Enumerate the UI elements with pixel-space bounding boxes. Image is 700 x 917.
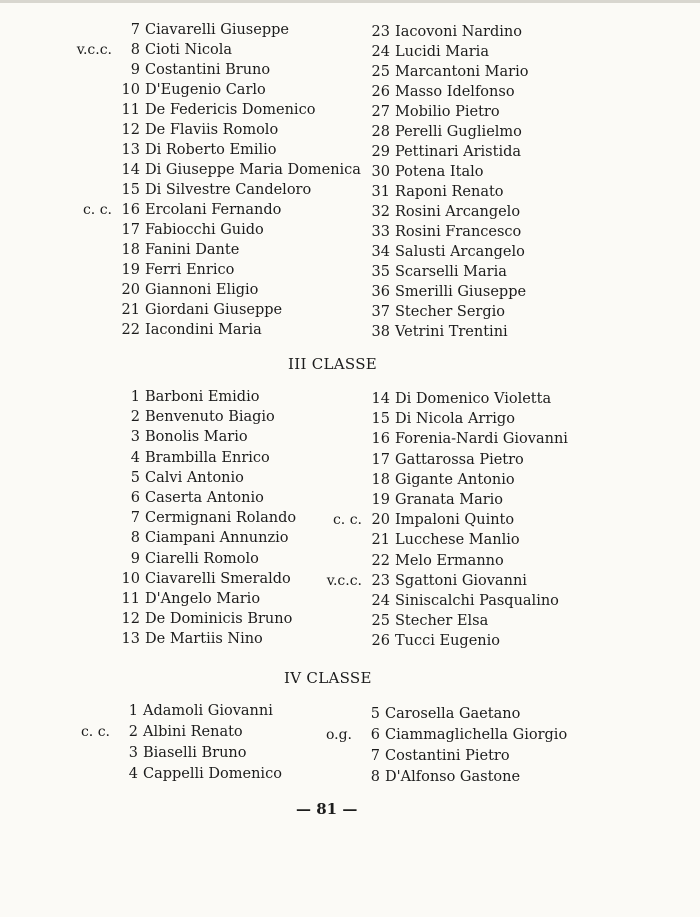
entry-number: 17 [121,222,140,238]
entry-number: 11 [121,102,140,118]
entry-name: De Martiis Nino [145,631,263,648]
entry-number: 28 [371,124,390,140]
list-item [76,40,232,60]
entry-name: Giordani Giuseppe [145,302,283,318]
list-item [366,282,526,302]
entry-name: Cermignani Rolando [145,510,297,527]
list-item [366,470,515,490]
list-item [116,427,248,447]
entry-number: 2 [128,724,138,740]
entry-name: Di Giuseppe Maria Domenica [145,162,361,178]
entry-number: 36 [371,284,390,300]
entry-number: 14 [371,391,390,407]
list-item [366,611,488,631]
list-item [366,591,559,611]
list-item [366,242,525,262]
entry-name: Lucchese Manlio [395,532,520,549]
entry-number: 29 [371,144,390,160]
entry-prefix: c. c. [80,724,110,740]
list-item [116,100,315,120]
entry-number: 1 [130,389,140,405]
entry-name: Giannoni Eligio [145,282,259,298]
list-item [366,62,528,82]
list-item [114,743,246,763]
entry-number: 25 [371,64,390,80]
list-item [116,448,270,468]
entry-name: Albini Renato [143,724,243,740]
list-item [366,389,551,409]
entry-name: Calvi Antonio [145,469,244,486]
entry-prefix: c. c. [332,512,362,529]
entry-name: Costantini Pietro [385,748,510,764]
list-item [366,182,504,202]
entry-name: Di Silvestre Candeloro [145,182,312,198]
entry-name: Ercolani Fernando [145,202,282,218]
entry-number: 24 [371,593,390,609]
list-item [366,122,522,142]
entry-name: Fanini Dante [145,242,240,258]
entry-number: 20 [371,512,390,529]
entry-prefix: c. c. [82,202,112,218]
entry-name: D'Alfonso Gastone [385,769,521,785]
entry-number: 8 [130,42,140,58]
entry-number: 10 [121,82,140,98]
list-item [116,407,275,427]
section-iii-title: III CLASSE [288,355,378,373]
entry-number: 13 [121,142,140,158]
entry-name: Iacondini Maria [145,322,262,338]
entry-name: Granata Mario [395,492,504,508]
page-number: — 81 — [296,800,358,818]
list-item [356,746,510,766]
entry-name: De Dominicis Bruno [145,611,293,628]
list-item [366,202,520,222]
entry-name: Biaselli Bruno [143,745,247,761]
entry-number: 7 [130,22,140,38]
entry-name: Perelli Guglielmo [395,124,522,140]
entry-number: 33 [371,224,390,240]
entry-number: 3 [130,429,140,446]
entry-name: Rosini Arcangelo [395,204,521,220]
entry-number: 27 [371,104,390,120]
list-item [116,549,259,569]
entry-name: D'Angelo Mario [145,591,261,607]
entry-name: Cappelli Domenico [143,766,282,782]
entry-number: 2 [130,409,140,426]
entry-number: 5 [130,469,140,486]
list-item [366,162,483,182]
list-item [356,704,520,724]
entry-number: 23 [371,572,390,589]
entry-number: 11 [121,591,140,607]
list-item [116,488,264,508]
entry-name: Sgattoni Giovanni [395,572,527,589]
entry-number: 7 [130,510,140,527]
entry-name: Mobilio Pietro [395,104,500,120]
entry-name: Barboni Emidio [145,389,260,405]
list-item [325,725,568,745]
entry-name: Carosella Gaetano [385,706,521,722]
list-item [366,490,503,510]
list-item [116,468,244,488]
list-item [366,262,507,282]
entry-name: Potena Italo [395,164,484,180]
list-item [116,180,311,200]
entry-name: Ciarelli Romolo [145,550,259,567]
entry-number: 31 [371,184,390,200]
entry-number: 18 [371,471,390,488]
list-item [366,142,521,162]
entry-name: Fabiocchi Guido [145,222,264,238]
entry-number: 19 [121,262,140,278]
entry-number: 15 [371,411,390,428]
entry-name: Di Nicola Arrigo [395,411,515,428]
entry-number: 6 [370,727,380,743]
entry-name: Caserta Antonio [145,490,264,506]
list-item [116,160,361,180]
entry-name: Ciampani Annunzio [145,530,289,547]
list-item [116,240,239,260]
list-item [366,222,521,242]
list-item [82,200,282,220]
list-item [366,551,504,571]
list-item [366,82,515,102]
list-item [366,409,515,429]
entry-name: D'Eugenio Carlo [145,82,266,98]
entry-number: 6 [130,490,140,506]
list-item [116,300,282,320]
list-item [116,220,264,240]
entry-number: 15 [121,182,140,198]
list-item [366,302,505,322]
entry-number: 26 [371,84,390,100]
list-item [366,429,568,449]
entry-number: 22 [121,322,140,338]
list-item [116,320,262,340]
entry-number: 21 [371,532,390,549]
entry-name: Raponi Renato [395,184,504,200]
entry-name: Siniscalchi Pasqualino [395,593,559,609]
list-item [116,260,234,280]
list-item [116,60,270,80]
list-item [114,701,273,721]
entry-prefix: v.c.c. [76,42,112,58]
entry-number: 38 [371,324,390,340]
list-item [366,450,524,470]
entry-name: Impaloni Quinto [395,512,515,529]
entry-number: 4 [128,766,138,782]
entry-name: Ciavarelli Smeraldo [145,570,291,587]
list-item [366,322,508,342]
list-item [116,120,278,140]
list-item [116,20,289,40]
entry-name: Bonolis Mario [145,429,248,446]
entry-number: 23 [371,24,390,40]
list-item [366,22,522,42]
entry-name: Rosini Francesco [395,224,522,240]
entry-number: 34 [371,244,390,260]
list-item [326,571,527,591]
list-item [366,102,500,122]
entry-number: 35 [371,264,390,280]
entry-name: Tucci Eugenio [395,633,500,650]
list-item [116,528,288,548]
entry-number: 25 [371,613,390,630]
entry-number: 8 [130,530,140,547]
entry-name: Cioti Nicola [145,42,232,58]
entry-number: 12 [121,122,140,138]
entry-name: Iacovoni Nardino [395,24,522,40]
section-iv-title: IV CLASSE [284,669,372,687]
entry-number: 1 [128,703,138,719]
list-item [116,280,258,300]
entry-number: 16 [371,431,390,448]
entry-name: Stecher Elsa [395,613,489,630]
entry-number: 17 [371,451,390,468]
entry-number: 22 [371,552,390,569]
entry-number: 20 [121,282,140,298]
entry-number: 3 [128,745,138,761]
entry-number: 12 [121,611,140,628]
entry-number: 30 [371,164,390,180]
entry-prefix: v.c.c. [326,572,362,589]
entry-name: Benvenuto Biagio [145,409,275,426]
entry-number: 13 [121,631,140,648]
list-item [332,510,515,530]
entry-name: Gigante Antonio [395,471,515,488]
entry-name: Lucidi Maria [395,44,489,60]
entry-number: 14 [121,162,140,178]
entry-number: 18 [121,242,140,258]
entry-name: Scarselli Maria [395,264,507,280]
entry-number: 32 [371,204,390,220]
entry-name: Stecher Sergio [395,304,506,320]
entry-name: Di Domenico Violetta [395,391,552,407]
list-item [356,767,520,787]
list-item [116,569,291,589]
entry-name: De Flaviis Romolo [145,122,279,138]
list-item [116,140,276,160]
entry-name: Melo Ermanno [395,552,504,569]
entry-name: Ciammaglichella Giorgio [385,727,568,743]
entry-name: Masso Idelfonso [395,84,515,100]
entry-name: De Federicis Domenico [145,102,316,118]
list-item [366,530,520,550]
entry-number: 7 [370,748,380,764]
list-item [116,629,263,649]
entry-number: 9 [130,550,140,567]
list-item [80,722,243,742]
entry-number: 10 [121,570,140,587]
entry-number: 5 [370,706,380,722]
list-item [116,609,292,629]
entry-name: Ciavarelli Giuseppe [145,22,289,38]
entry-name: Di Roberto Emilio [145,142,277,158]
entry-name: Salusti Arcangelo [395,244,525,260]
list-item [366,631,500,651]
entry-name: Marcantoni Mario [395,64,529,80]
list-item [366,42,489,62]
entry-number: 19 [371,492,390,508]
entry-name: Costantini Bruno [145,62,271,78]
entry-name: Smerilli Giuseppe [395,284,527,300]
entry-number: 37 [371,304,390,320]
entry-prefix: o.g. [325,727,352,743]
entry-number: 24 [371,44,390,60]
page-top-edge [0,0,700,3]
entry-number: 26 [371,633,390,650]
entry-number: 9 [130,62,140,78]
entry-number: 21 [121,302,140,318]
entry-number: 16 [121,202,140,218]
list-item [116,387,259,407]
entry-name: Brambilla Enrico [145,449,270,466]
entry-name: Pettinari Aristida [395,144,522,160]
entry-name: Vetrini Trentini [395,324,508,340]
list-item [116,589,260,609]
entry-number: 8 [370,769,380,785]
list-item [114,764,282,784]
list-item [116,80,266,100]
entry-name: Adamoli Giovanni [143,703,273,719]
entry-name: Forenia-Nardi Giovanni [395,431,568,448]
list-item [116,508,296,528]
entry-name: Gattarossa Pietro [395,451,524,468]
entry-name: Ferri Enrico [145,262,235,278]
entry-number: 4 [130,449,140,466]
